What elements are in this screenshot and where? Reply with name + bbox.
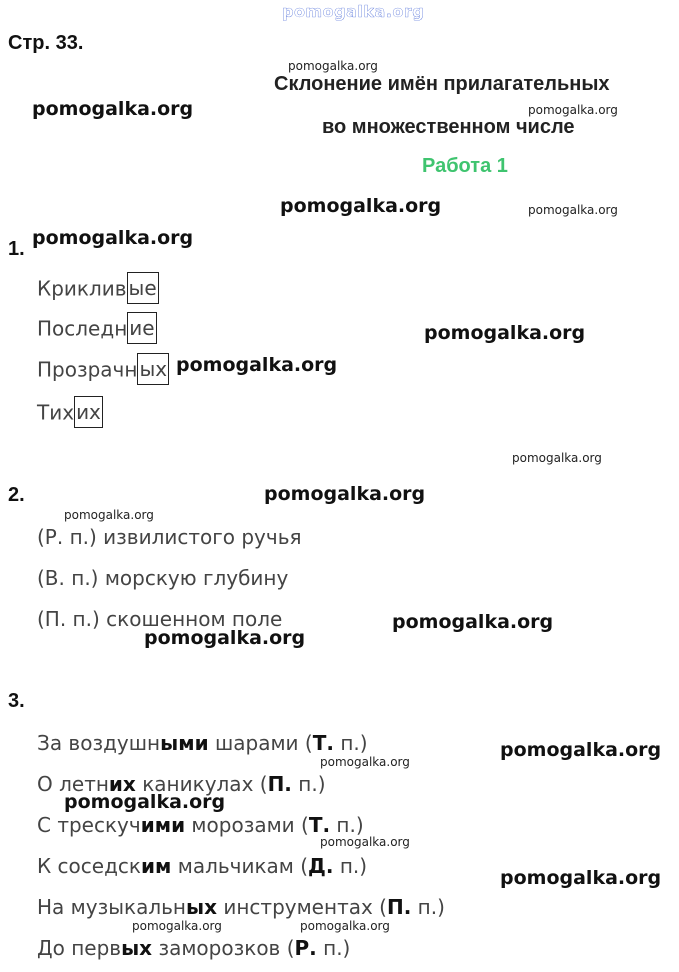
task-2-line: (Р. п.) извилистого ручья xyxy=(37,525,302,549)
task-3-line: К соседским мальчикам (Д. п.) xyxy=(37,854,368,878)
task-3-line: С трескучими морозами (Т. п.) xyxy=(37,813,364,837)
task-2-line: (В. п.) морскую глубину xyxy=(37,566,289,590)
title-line-2: во множественном числе xyxy=(322,116,575,138)
watermark: pomogalka.org xyxy=(512,451,602,465)
word-ending-box: ые xyxy=(127,272,159,304)
watermark: pomogalka.org xyxy=(32,98,194,120)
word-stem: Последн xyxy=(37,316,128,341)
watermark: pomogalka.org xyxy=(528,203,618,217)
watermark: pomogalka.org xyxy=(320,755,410,769)
task-3-line: На музыкальных инструментах (П. п.) xyxy=(37,895,445,919)
page-number: Стр. 33. xyxy=(8,32,84,54)
watermark: pomogalka.org xyxy=(424,322,586,344)
watermark: pomogalka.org xyxy=(392,611,554,633)
watermark: pomogalka.org xyxy=(132,919,222,933)
task-1-word xyxy=(37,400,103,428)
word-stem: Тих xyxy=(37,400,75,425)
watermark: pomogalka.org xyxy=(288,59,378,73)
task-3-line: О летних каникулах (П. п.) xyxy=(37,772,326,796)
task-1-word xyxy=(37,316,157,344)
task-3-line: За воздушными шарами (Т. п.) xyxy=(37,731,368,755)
work-heading: Работа 1 xyxy=(422,155,508,177)
task-1-word xyxy=(37,357,169,385)
watermark: pomogalka.org xyxy=(144,627,306,649)
task-2-line: (П. п.) скошенном поле xyxy=(37,607,283,631)
watermark: pomogalka.org xyxy=(176,354,338,376)
word-stem: Прозрачн xyxy=(37,357,138,382)
word-stem: Криклив xyxy=(37,276,127,301)
word-ending-box: ие xyxy=(127,312,156,344)
task-2-number: 2. xyxy=(8,484,25,506)
watermark: pomogalka.org xyxy=(280,195,442,217)
task-1-number: 1. xyxy=(8,238,25,260)
watermark: pomogalka.org xyxy=(64,508,154,522)
watermark: pomogalka.org xyxy=(64,791,226,813)
word-ending-box: их xyxy=(74,396,103,428)
task-1-word xyxy=(37,276,159,304)
watermark: pomogalka.org xyxy=(500,739,662,761)
watermark: pomogalka.org xyxy=(500,867,662,889)
watermark: pomogalka.org xyxy=(300,919,390,933)
watermark: pomogalka.org xyxy=(264,483,426,505)
watermark: pomogalka.org xyxy=(528,103,618,117)
title-line-1: Склонение имён прилагательных xyxy=(274,73,610,95)
watermark: pomogalka.org xyxy=(32,227,194,249)
word-ending-box: ых xyxy=(137,353,169,385)
task-3-number: 3. xyxy=(8,690,25,712)
task-3-line: До первых заморозков (Р. п.) xyxy=(37,936,351,960)
watermark: pomogalka.org xyxy=(282,2,425,21)
watermark: pomogalka.org xyxy=(320,835,410,849)
